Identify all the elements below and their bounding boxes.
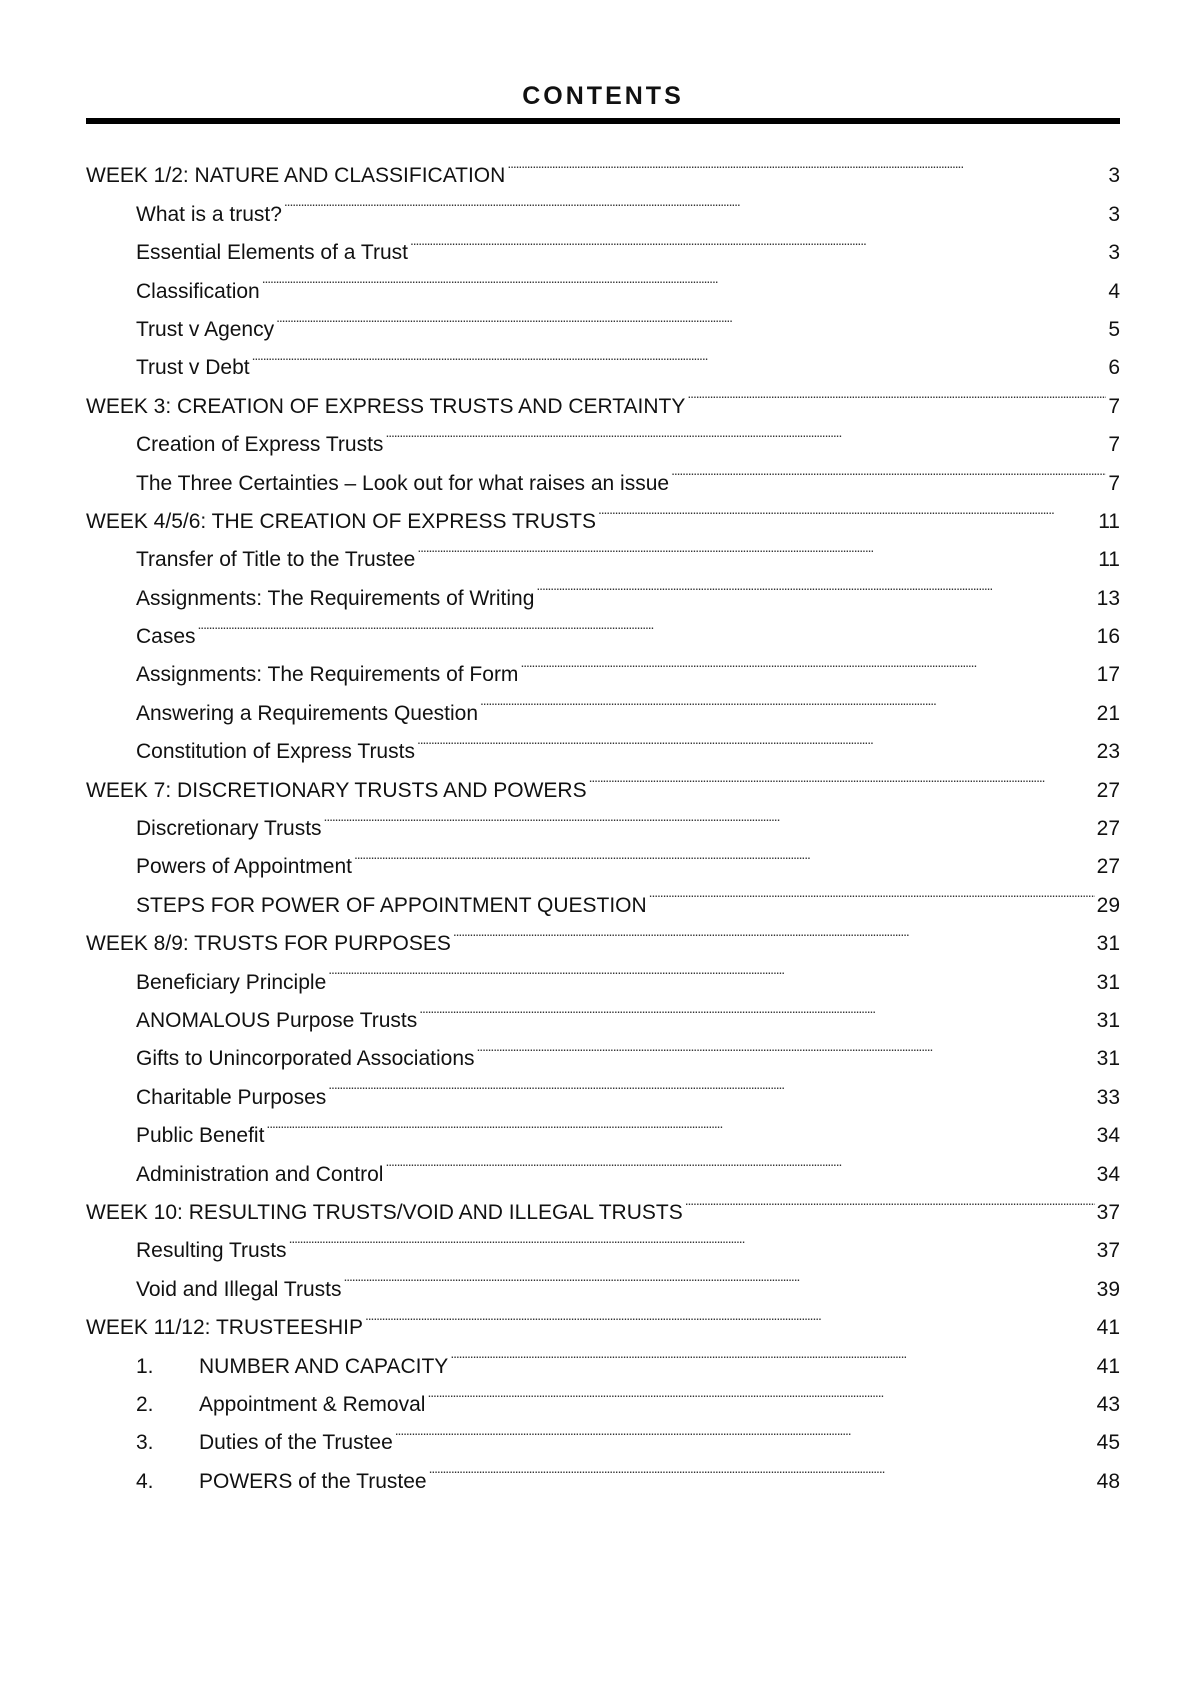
dot-leader — [262, 259, 1107, 297]
toc-entry-label: Void and Illegal Trusts — [136, 1277, 342, 1301]
toc-entry-label: Trust v Agency — [136, 317, 275, 341]
toc-page-number: 31 — [1096, 970, 1120, 994]
toc-page-number: 16 — [1096, 625, 1120, 649]
toc-page-number: 7 — [1108, 433, 1120, 457]
toc-page-number: 39 — [1096, 1277, 1120, 1301]
toc-entry-label: Transfer of Title to the Trustee — [136, 548, 416, 572]
toc-page-number: 43 — [1096, 1392, 1120, 1416]
dot-leader — [198, 605, 1095, 643]
dot-leader — [453, 912, 1095, 950]
toc-page-number: 41 — [1096, 1316, 1120, 1340]
dot-leader — [649, 873, 1095, 911]
toc-entry-label: Essential Elements of a Trust — [136, 241, 408, 265]
dot-leader — [328, 1065, 1094, 1103]
toc-entry-label: Cases — [136, 625, 196, 649]
toc-entry-label: Constitution of Express Trusts — [136, 740, 415, 764]
dot-leader — [252, 336, 1107, 374]
toc-page-number: 17 — [1096, 663, 1120, 687]
dot-leader — [289, 1219, 1095, 1257]
toc-page-number: 7 — [1108, 471, 1120, 495]
toc-entry-label: Public Benefit — [136, 1124, 265, 1148]
toc-entry-label: Charitable Purposes — [136, 1085, 327, 1109]
toc-entry-label: Answering a Requirements Question — [136, 701, 479, 725]
toc-entry-label: Powers of Appointment — [136, 855, 352, 879]
toc-page-number: 29 — [1096, 893, 1120, 917]
toc-entry-label: Classification — [136, 279, 260, 303]
toc-entry-label: Gifts to Unincorporated Associations — [136, 1047, 475, 1071]
dot-leader — [480, 681, 1095, 719]
dot-leader — [671, 451, 1106, 489]
toc-page-number: 4 — [1108, 279, 1120, 303]
title-divider — [86, 118, 1120, 124]
toc-page-number: 37 — [1096, 1239, 1120, 1263]
toc-entry-label: ANOMALOUS Purpose Trusts — [136, 1008, 418, 1032]
dot-leader — [276, 298, 1106, 336]
toc-entry-label: Appointment & Removal — [199, 1392, 426, 1416]
toc-page-number: 23 — [1096, 740, 1120, 764]
toc-page-number: 13 — [1096, 586, 1120, 610]
toc-page-number: 27 — [1096, 817, 1120, 841]
toc-page-number: 31 — [1096, 1008, 1120, 1032]
toc-page-number: 5 — [1108, 317, 1120, 341]
toc-page-number: 6 — [1108, 356, 1120, 380]
dot-leader — [477, 1027, 1095, 1065]
dot-leader — [598, 490, 1096, 528]
toc-entry-number: 3. — [136, 1431, 154, 1455]
toc-subsection-entry[interactable] — [86, 605, 1120, 649]
toc-page-number: 34 — [1096, 1124, 1120, 1148]
toc-page-number: 3 — [1108, 164, 1120, 188]
toc-entry-number: 1. — [136, 1354, 154, 1378]
toc-entry-label: Assignments: The Requirements of Form — [136, 663, 519, 687]
toc-page-number: 31 — [1096, 1047, 1120, 1071]
toc-entry-label: WEEK 3: CREATION OF EXPRESS TRUSTS AND CERTAINTY — [86, 394, 686, 418]
toc-page-number: 37 — [1096, 1200, 1120, 1224]
toc-entry-label: Administration and Control — [136, 1162, 384, 1186]
dot-leader — [354, 835, 1095, 873]
toc-page-number: 7 — [1108, 394, 1120, 418]
dot-leader — [328, 950, 1094, 988]
toc-subsection-entry[interactable] — [86, 643, 1120, 687]
toc-page-number: 27 — [1096, 778, 1120, 802]
toc-entry-label: Discretionary Trusts — [136, 817, 322, 841]
toc-entry-label: The Three Certainties – Look out for what raises an issue — [136, 471, 670, 495]
toc-page-number: 41 — [1096, 1354, 1120, 1378]
dot-leader — [450, 1334, 1094, 1372]
toc-entry-label: STEPS FOR POWER OF APPOINTMENT QUESTION — [136, 893, 647, 917]
toc-page-number: 11 — [1098, 548, 1120, 572]
toc-entry-label: Duties of the Trustee — [199, 1431, 393, 1455]
toc-page-number: 31 — [1096, 932, 1120, 956]
toc-entry-label: Beneficiary Principle — [136, 970, 327, 994]
dot-leader — [324, 797, 1095, 835]
dot-leader — [687, 374, 1106, 412]
toc-page-number: 45 — [1096, 1431, 1120, 1455]
table-of-contents — [86, 144, 1120, 1493]
dot-leader — [419, 989, 1094, 1027]
toc-page-number: 3 — [1108, 202, 1120, 226]
toc-page-number: 48 — [1096, 1469, 1120, 1493]
dot-leader — [266, 1104, 1094, 1142]
toc-entry-label: WEEK 7: DISCRETIONARY TRUSTS AND POWERS — [86, 778, 587, 802]
dot-leader — [427, 1373, 1094, 1411]
dot-leader — [520, 643, 1094, 681]
toc-entry-label: WEEK 11/12: TRUSTEESHIP — [86, 1316, 363, 1340]
dot-leader — [589, 758, 1095, 796]
dot-leader — [365, 1296, 1095, 1334]
toc-entry-label: What is a trust? — [136, 202, 282, 226]
toc-entry-label: Trust v Debt — [136, 356, 250, 380]
dot-leader — [385, 1142, 1094, 1180]
toc-page-number: 33 — [1096, 1085, 1120, 1109]
toc-entry-label: WEEK 10: RESULTING TRUSTS/VOID AND ILLEGAL TRUSTS — [86, 1200, 683, 1224]
toc-entry-number: 2. — [136, 1392, 154, 1416]
dot-leader — [410, 221, 1106, 259]
dot-leader — [685, 1181, 1095, 1219]
toc-entry-label: WEEK 1/2: NATURE AND CLASSIFICATION — [86, 164, 506, 188]
toc-page-number: 34 — [1096, 1162, 1120, 1186]
toc-page-number: 11 — [1098, 509, 1120, 533]
dot-leader — [536, 566, 1094, 604]
dot-leader — [417, 528, 1096, 566]
dot-leader — [395, 1411, 1095, 1449]
toc-entry-label: Resulting Trusts — [136, 1239, 287, 1263]
toc-page-number: 21 — [1096, 701, 1120, 725]
dot-leader — [429, 1449, 1095, 1487]
dot-leader — [385, 413, 1106, 451]
toc-section-entry[interactable] — [86, 144, 1120, 188]
toc-page-number: 3 — [1108, 241, 1120, 265]
toc-entry-number: 4. — [136, 1469, 154, 1493]
toc-entry-label: WEEK 4/5/6: THE CREATION OF EXPRESS TRUSTS — [86, 509, 596, 533]
toc-entry-label: Creation of Express Trusts — [136, 433, 384, 457]
toc-entry-label: Assignments: The Requirements of Writing — [136, 586, 535, 610]
toc-page-number: 27 — [1096, 855, 1120, 879]
dot-leader — [507, 144, 1106, 182]
toc-entry-label: NUMBER AND CAPACITY — [199, 1354, 449, 1378]
dot-leader — [284, 182, 1106, 220]
page-title: CONTENTS — [522, 82, 684, 110]
dot-leader — [417, 720, 1095, 758]
dot-leader — [343, 1257, 1094, 1295]
toc-entry-label: POWERS of the Trustee — [199, 1469, 427, 1493]
toc-entry-label: WEEK 8/9: TRUSTS FOR PURPOSES — [86, 932, 451, 956]
